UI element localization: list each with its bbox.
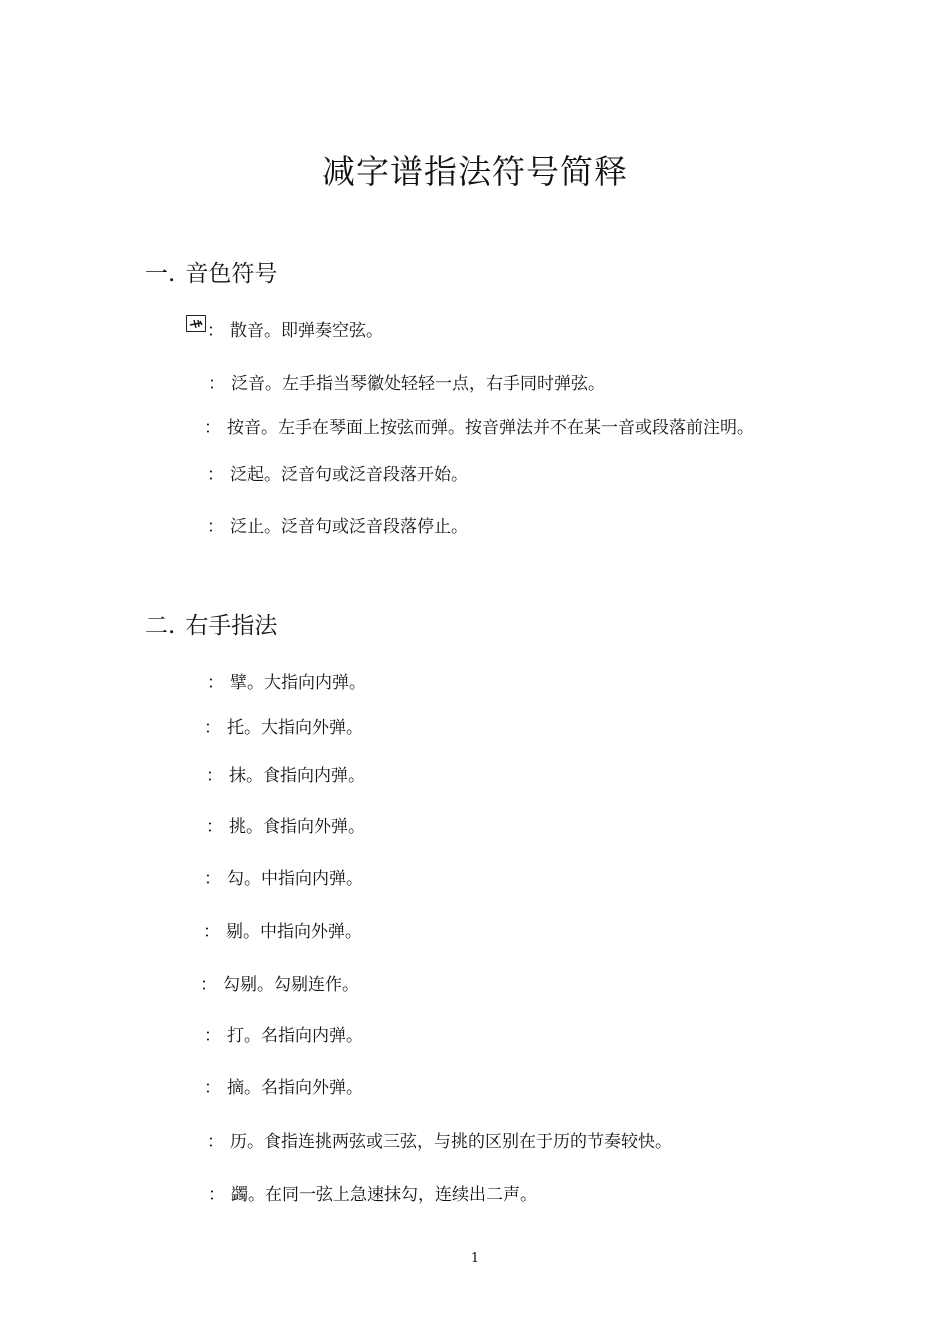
page-number: 1 (470, 1251, 480, 1266)
colon-mark: ： (207, 673, 224, 693)
item-text: 挑。食指向外弹。 (229, 817, 365, 837)
item-text: 摘。名指向外弹。 (227, 1078, 363, 1098)
item-text: 历。食指连挑两弦或三弦，与挑的区别在于历的节奏较快。 (230, 1132, 672, 1152)
list-item (204, 864, 363, 889)
colon-mark: ： (204, 869, 221, 889)
colon-mark: ： (204, 718, 221, 738)
list-item (207, 1127, 672, 1152)
item-text: 抹。食指向内弹。 (229, 766, 365, 786)
section-number: 二. (145, 613, 176, 639)
colon-mark: ： (204, 418, 221, 438)
item-text: 按音。左手在琴面上按弦而弹。按音弹法并不在某一音或段落前注明。 (227, 418, 754, 438)
list-item (207, 316, 383, 341)
list-item (207, 512, 468, 537)
list-item (204, 413, 754, 438)
colon-mark: ： (203, 922, 220, 942)
colon-mark: ： (207, 465, 224, 485)
item-text: 泛音。左手指当琴徽处轻轻一点，右手同时弹弦。 (231, 374, 605, 394)
item-text: 擘。大指向内弹。 (230, 673, 366, 693)
item-text: 剔。中指向外弹。 (226, 922, 362, 942)
list-item (203, 917, 362, 942)
section-title: 音色符号 (185, 261, 278, 287)
colon-mark: ： (206, 817, 223, 837)
colon-mark: ： (204, 1078, 221, 1098)
san-yin-symbol-icon (186, 315, 206, 332)
list-item (207, 460, 468, 485)
list-item (204, 713, 363, 738)
item-text: 泛止。泛音句或泛音段落停止。 (230, 517, 468, 537)
colon-mark: ： (207, 1132, 224, 1152)
item-text: 打。名指向内弹。 (227, 1026, 363, 1046)
item-text: 蠲。在同一弦上急速抹勾，连续出二声。 (231, 1185, 537, 1205)
section-title: 右手指法 (185, 613, 278, 639)
section-number: 一. (145, 261, 176, 287)
list-item (208, 1180, 537, 1205)
colon-mark: ： (206, 766, 223, 786)
item-text: 散音。即弹奏空弦。 (230, 321, 383, 341)
colon-mark: ： (204, 1026, 221, 1046)
list-item (200, 970, 359, 995)
section-heading-2 (145, 607, 277, 640)
colon-mark: ： (208, 1185, 225, 1205)
list-item (206, 761, 365, 786)
item-text: 勾。中指向内弹。 (227, 869, 363, 889)
colon-mark: ： (207, 321, 224, 341)
section-heading-1 (145, 255, 277, 288)
item-text: 托。大指向外弹。 (227, 718, 363, 738)
item-text: 勾剔。勾剔连作。 (223, 975, 359, 995)
page-title: 减字谱指法符号简释 (322, 152, 628, 191)
colon-mark: ： (200, 975, 217, 995)
colon-mark: ： (208, 374, 225, 394)
list-item (208, 369, 605, 394)
list-item (204, 1073, 363, 1098)
item-text: 泛起。泛音句或泛音段落开始。 (230, 465, 468, 485)
list-item (204, 1021, 363, 1046)
list-item (207, 668, 366, 693)
colon-mark: ： (207, 517, 224, 537)
list-item (206, 812, 365, 837)
